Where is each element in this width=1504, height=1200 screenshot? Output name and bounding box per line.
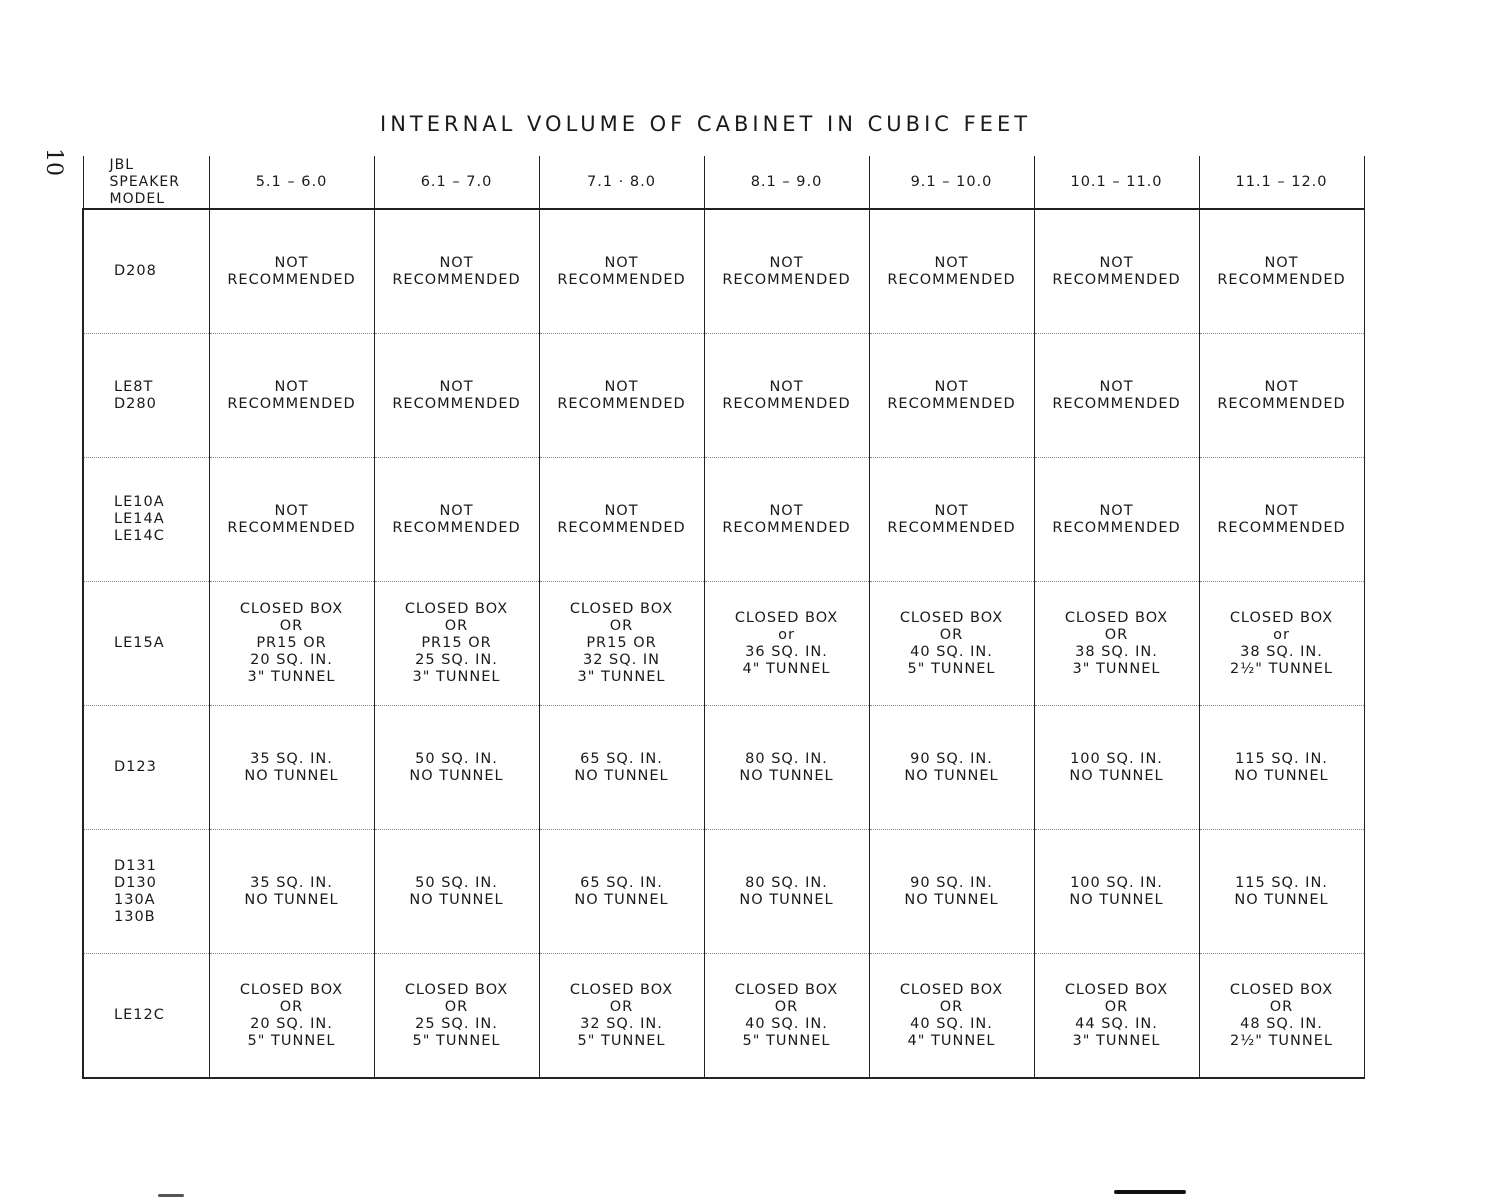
recommendation-cell: CLOSED BOX OR PR15 OR 25 SQ. IN. 3" TUNNEL [374, 582, 539, 706]
recommendation-cell: CLOSED BOX OR 40 SQ. IN. 4" TUNNEL [869, 954, 1034, 1079]
volume-column-header: 10.1 – 11.0 [1034, 156, 1199, 209]
recommendation-cell: 100 SQ. IN. NO TUNNEL [1034, 706, 1199, 830]
recommendation-cell: CLOSED BOX or 38 SQ. IN. 2½" TUNNEL [1199, 582, 1364, 706]
recommendation-cell: NOT RECOMMENDED [1034, 458, 1199, 582]
recommendation-cell: NOT RECOMMENDED [704, 209, 869, 334]
page-title: INTERNAL VOLUME OF CABINET IN CUBIC FEET [380, 112, 1032, 136]
recommendation-cell: CLOSED BOX OR 20 SQ. IN. 5" TUNNEL [209, 954, 374, 1079]
table-row [83, 334, 1364, 458]
volume-column-header: 8.1 – 9.0 [704, 156, 869, 209]
model-column-header: JBL SPEAKER MODEL [83, 156, 209, 209]
speaker-model-cell: D123 [83, 706, 209, 830]
volume-column-header: 7.1 · 8.0 [539, 156, 704, 209]
scan-smudge [158, 1194, 184, 1197]
recommendation-cell: NOT RECOMMENDED [704, 334, 869, 458]
recommendation-cell: 90 SQ. IN. NO TUNNEL [869, 830, 1034, 954]
recommendation-cell: NOT RECOMMENDED [869, 334, 1034, 458]
recommendation-cell: CLOSED BOX OR 40 SQ. IN. 5" TUNNEL [869, 582, 1034, 706]
recommendation-cell: NOT RECOMMENDED [869, 209, 1034, 334]
recommendation-cell: 100 SQ. IN. NO TUNNEL [1034, 830, 1199, 954]
recommendation-cell: 115 SQ. IN. NO TUNNEL [1199, 830, 1364, 954]
recommendation-cell: NOT RECOMMENDED [209, 334, 374, 458]
recommendation-cell: NOT RECOMMENDED [209, 458, 374, 582]
speaker-model-cell: D208 [83, 209, 209, 334]
table-row [83, 582, 1364, 706]
recommendation-cell: NOT RECOMMENDED [1199, 209, 1364, 334]
recommendation-cell: CLOSED BOX OR 38 SQ. IN. 3" TUNNEL [1034, 582, 1199, 706]
volume-column-header: 6.1 – 7.0 [374, 156, 539, 209]
recommendation-cell: 90 SQ. IN. NO TUNNEL [869, 706, 1034, 830]
recommendation-cell: NOT RECOMMENDED [374, 458, 539, 582]
recommendation-cell: NOT RECOMMENDED [374, 334, 539, 458]
table-row [83, 209, 1364, 334]
recommendation-cell: NOT RECOMMENDED [869, 458, 1034, 582]
recommendation-cell: NOT RECOMMENDED [539, 458, 704, 582]
speaker-model-cell: LE12C [83, 954, 209, 1079]
recommendation-cell: CLOSED BOX OR PR15 OR 32 SQ. IN 3" TUNNEL [539, 582, 704, 706]
volume-column-header: 9.1 – 10.0 [869, 156, 1034, 209]
recommendation-cell: CLOSED BOX OR 40 SQ. IN. 5" TUNNEL [704, 954, 869, 1079]
recommendation-cell: 50 SQ. IN. NO TUNNEL [374, 706, 539, 830]
recommendation-cell: 50 SQ. IN. NO TUNNEL [374, 830, 539, 954]
recommendation-cell: NOT RECOMMENDED [704, 458, 869, 582]
recommendation-cell: 80 SQ. IN. NO TUNNEL [704, 706, 869, 830]
recommendation-cell: NOT RECOMMENDED [1199, 334, 1364, 458]
recommendation-cell: NOT RECOMMENDED [374, 209, 539, 334]
recommendation-cell: NOT RECOMMENDED [1034, 209, 1199, 334]
recommendation-cell: CLOSED BOX OR 44 SQ. IN. 3" TUNNEL [1034, 954, 1199, 1079]
recommendation-cell: 115 SQ. IN. NO TUNNEL [1199, 706, 1364, 830]
recommendation-cell: CLOSED BOX OR 48 SQ. IN. 2½" TUNNEL [1199, 954, 1364, 1079]
speaker-model-cell: D131 D130 130A 130B [83, 830, 209, 954]
speaker-model-cell: LE8T D280 [83, 334, 209, 458]
recommendation-cell: 35 SQ. IN. NO TUNNEL [209, 706, 374, 830]
volume-table [82, 156, 1365, 1079]
recommendation-cell: NOT RECOMMENDED [539, 334, 704, 458]
recommendation-cell: 80 SQ. IN. NO TUNNEL [704, 830, 869, 954]
recommendation-cell: 65 SQ. IN. NO TUNNEL [539, 830, 704, 954]
recommendation-cell: NOT RECOMMENDED [209, 209, 374, 334]
table-row [83, 954, 1364, 1079]
scan-smudge [1114, 1190, 1186, 1194]
table-row [83, 706, 1364, 830]
table-row [83, 458, 1364, 582]
speaker-model-cell: LE10A LE14A LE14C [83, 458, 209, 582]
volume-column-header: 5.1 – 6.0 [209, 156, 374, 209]
recommendation-cell: NOT RECOMMENDED [1034, 334, 1199, 458]
volume-column-header: 11.1 – 12.0 [1199, 156, 1364, 209]
recommendation-cell: CLOSED BOX OR 32 SQ. IN. 5" TUNNEL [539, 954, 704, 1079]
recommendation-cell: NOT RECOMMENDED [539, 209, 704, 334]
recommendation-cell: NOT RECOMMENDED [1199, 458, 1364, 582]
page-number: 10 [41, 148, 66, 176]
recommendation-cell: CLOSED BOX OR 25 SQ. IN. 5" TUNNEL [374, 954, 539, 1079]
recommendation-cell: 35 SQ. IN. NO TUNNEL [209, 830, 374, 954]
header-row [83, 156, 1364, 209]
recommendation-cell: 65 SQ. IN. NO TUNNEL [539, 706, 704, 830]
table-row [83, 830, 1364, 954]
speaker-model-cell: LE15A [83, 582, 209, 706]
recommendation-cell: CLOSED BOX or 36 SQ. IN. 4" TUNNEL [704, 582, 869, 706]
recommendation-cell: CLOSED BOX OR PR15 OR 20 SQ. IN. 3" TUNNEL [209, 582, 374, 706]
